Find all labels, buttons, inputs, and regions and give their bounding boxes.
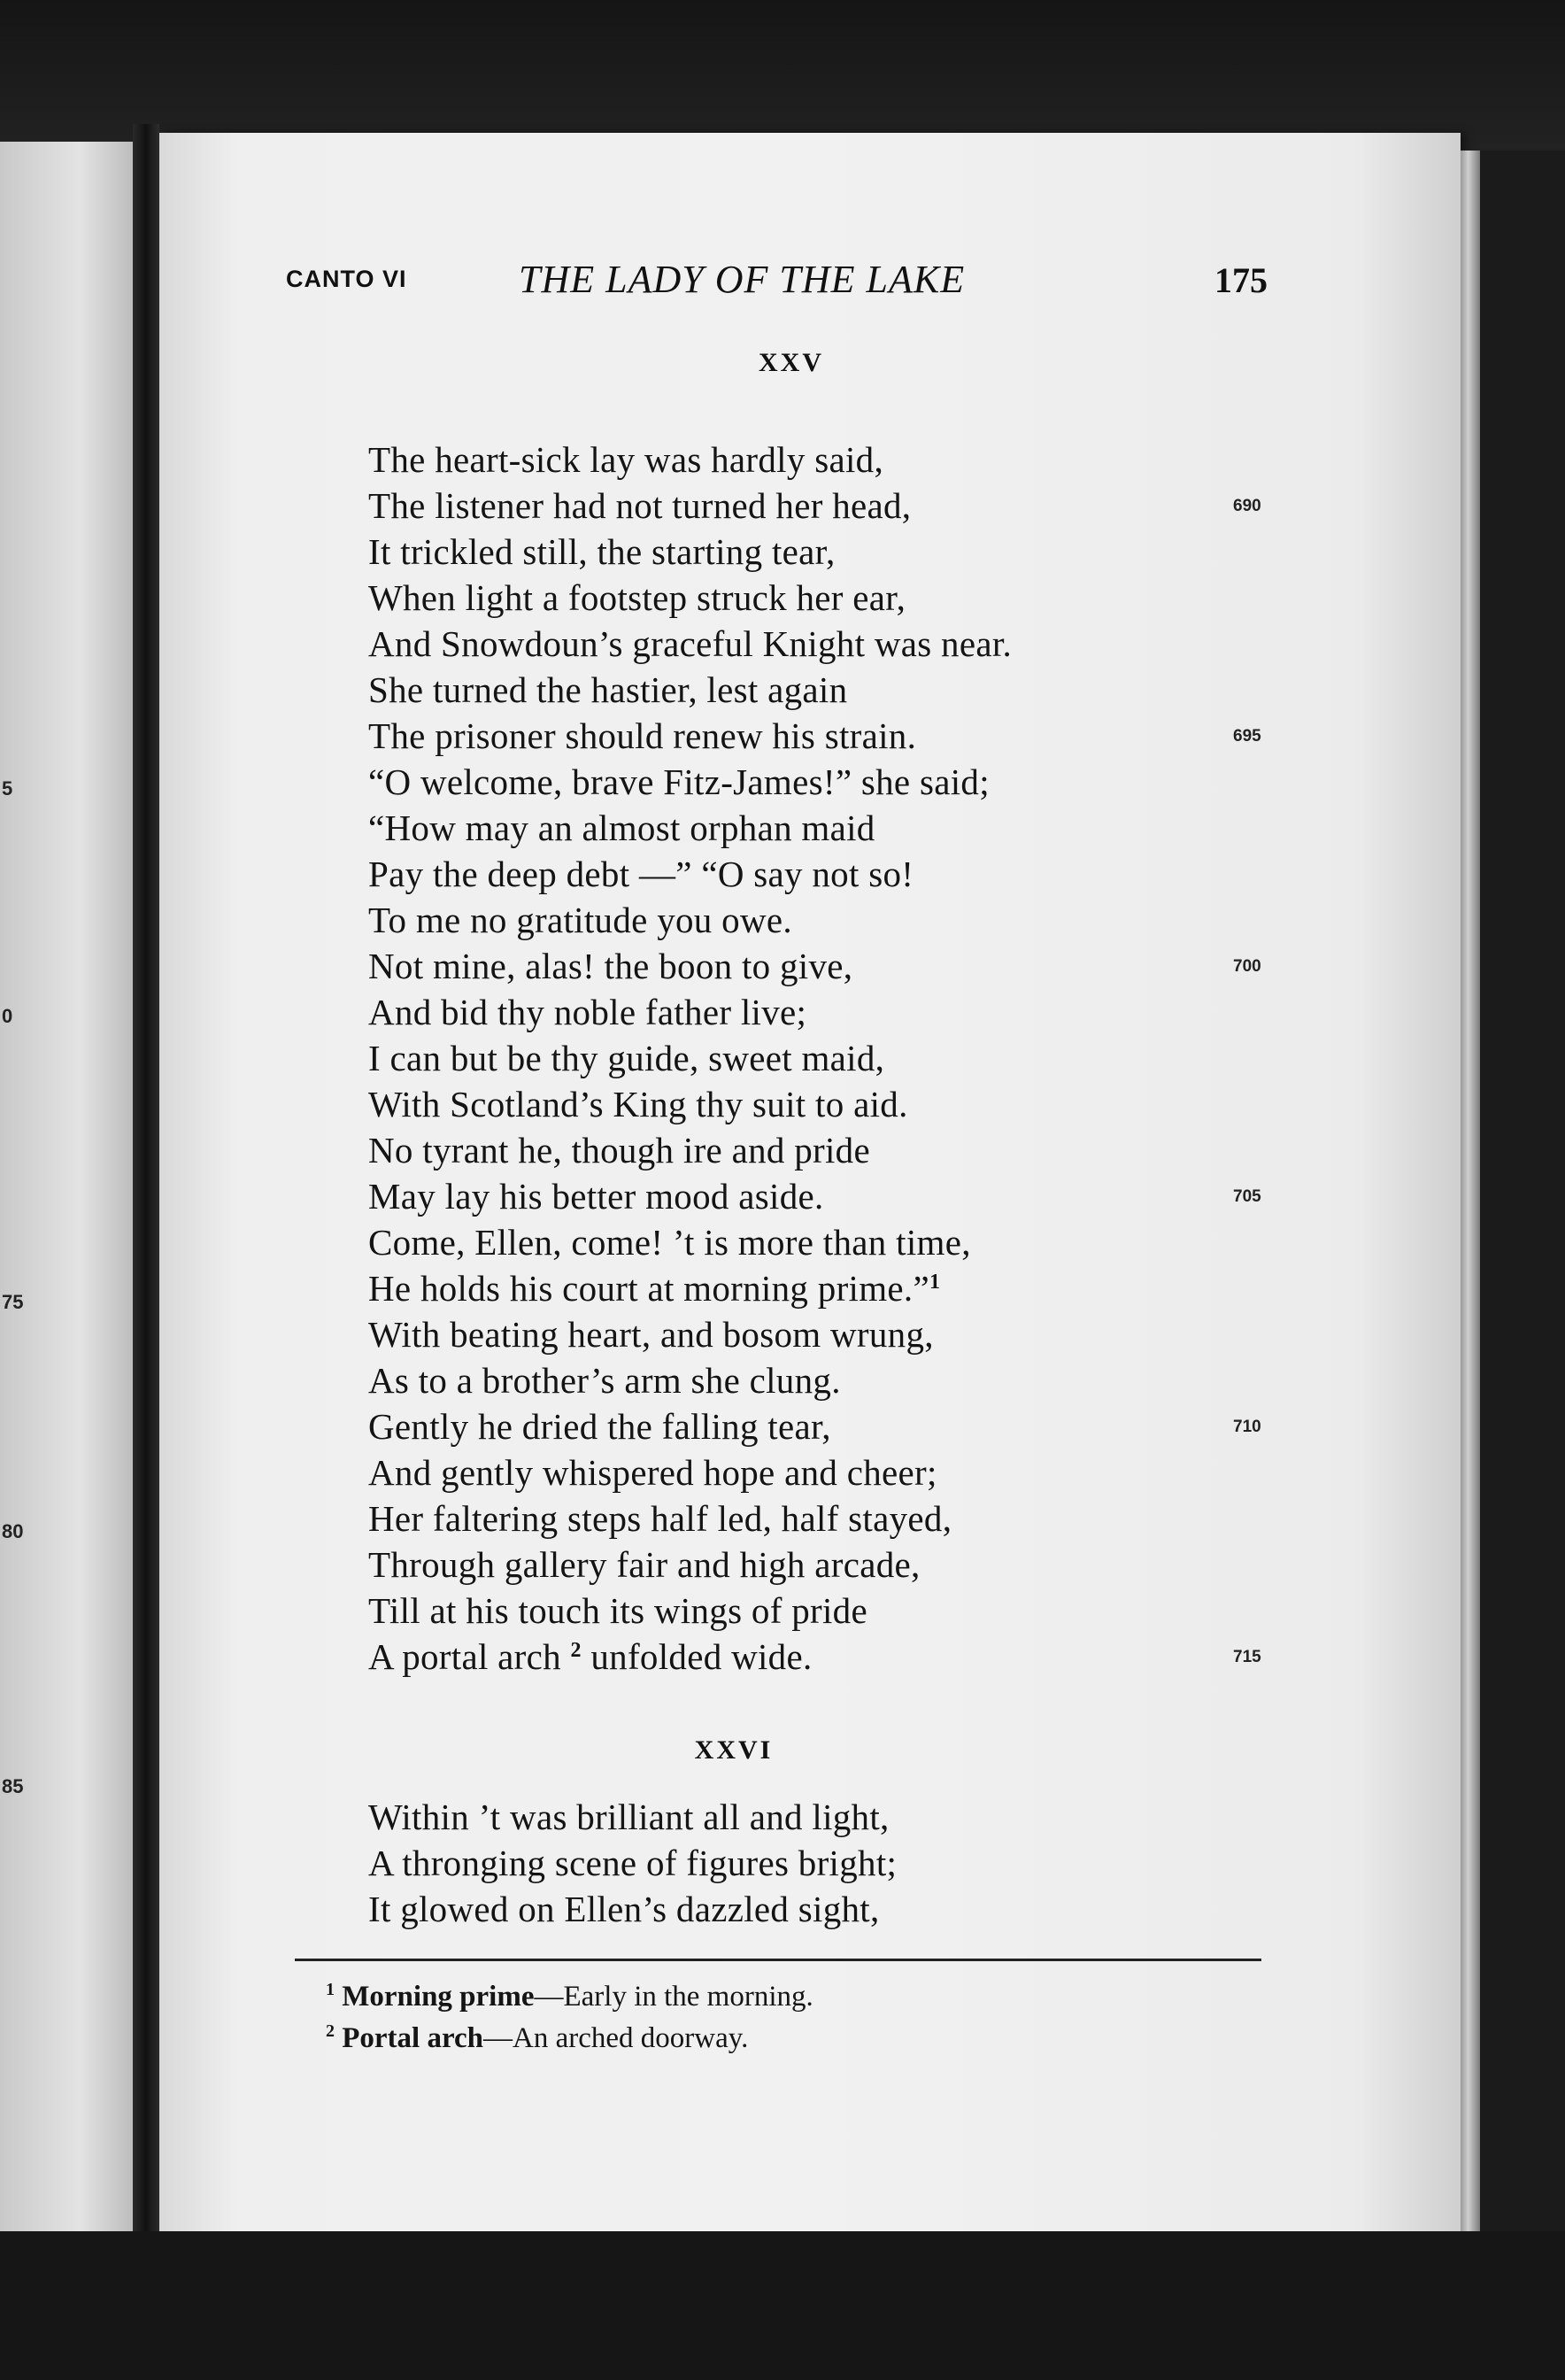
- background-bottom: [0, 2231, 1565, 2380]
- footnote-rule: [295, 1959, 1261, 1961]
- page-edge: [1461, 151, 1480, 2240]
- margin-mark: 75: [2, 1291, 24, 1313]
- verse-line: Till at his touch its wings of pride: [368, 1590, 867, 1631]
- section-number: XXVI: [694, 1735, 774, 1765]
- verse-line: The heart-sick lay was hardly said,: [368, 439, 884, 480]
- verse-text: unfolded wide.: [590, 1636, 813, 1677]
- footnote: [326, 1981, 813, 2013]
- verse-line: “O welcome, brave Fitz-James!” she said;: [368, 761, 990, 802]
- verse-line: A thronging scene of figures bright;: [368, 1843, 898, 1883]
- footnote: [326, 2022, 748, 2055]
- verse-line: Gently he dried the falling tear,: [368, 1406, 831, 1447]
- margin-mark: 0: [2, 1005, 13, 1027]
- page-number: 175: [1214, 260, 1268, 300]
- line-number: 700: [1233, 957, 1261, 976]
- margin-mark: 85: [2, 1775, 24, 1797]
- verse-line: Come, Ellen, come! ’t is more than time,: [368, 1222, 971, 1263]
- running-title: THE LADY OF THE LAKE: [519, 258, 966, 301]
- verse-line: Within ’t was brilliant all and light,: [368, 1797, 890, 1837]
- line-number: 715: [1233, 1648, 1261, 1666]
- verse-line: It glowed on Ellen’s dazzled sight,: [368, 1889, 880, 1929]
- footnote-marker: 2: [326, 2021, 335, 2041]
- verse-line: To me no gratitude you owe.: [368, 900, 792, 940]
- line-number: 710: [1233, 1418, 1261, 1436]
- section-number: XXV: [759, 348, 824, 377]
- verse-line: As to a brother’s arm she clung.: [368, 1360, 841, 1401]
- verse-line: And bid thy noble father live;: [368, 992, 807, 1032]
- verse-line: No tyrant he, though ire and pride: [368, 1130, 870, 1171]
- canto-label: CANTO VI: [286, 266, 407, 292]
- verse-line: It trickled still, the starting tear,: [368, 531, 836, 572]
- verse-line: [368, 1635, 813, 1678]
- verse-line: With beating heart, and bosom wrung,: [368, 1314, 934, 1355]
- verse-line: The listener had not turned her head,: [368, 485, 912, 526]
- facing-page-edge: [0, 142, 133, 2231]
- line-number: 705: [1233, 1187, 1261, 1206]
- book-spine: [133, 124, 159, 2231]
- footnote-marker: 1: [326, 1980, 335, 1999]
- margin-mark: 80: [2, 1520, 24, 1542]
- footnote-term: Portal arch: [342, 2022, 484, 2054]
- verse-line: Pay the deep debt —” “O say not so!: [368, 854, 914, 894]
- verse-line: She turned the hastier, lest again: [368, 669, 848, 710]
- margin-mark: 5: [2, 777, 13, 800]
- line-number: 690: [1233, 497, 1261, 515]
- verse-line: Her faltering steps half led, half stayed,: [368, 1498, 952, 1539]
- verse-line: Through gallery fair and high arcade,: [368, 1544, 921, 1585]
- verse-line: “How may an almost orphan maid: [368, 808, 875, 848]
- footnote-term: Morning prime: [342, 1981, 535, 2013]
- footnote-ref: 1: [929, 1271, 941, 1294]
- verse-line: May lay his better mood aside.: [368, 1176, 824, 1217]
- verse-line: When light a footstep struck her ear,: [368, 577, 906, 618]
- verse-line: [368, 1267, 940, 1310]
- verse-line: Not mine, alas! the boon to give,: [368, 946, 853, 986]
- verse-line: The prisoner should renew his strain.: [368, 715, 917, 756]
- verse-text: He holds his court at morning prime.”: [368, 1268, 929, 1309]
- verse-line: And gently whispered hope and cheer;: [368, 1452, 937, 1493]
- footnote-text: —Early in the morning.: [534, 1981, 813, 2013]
- footnote-text: —An arched doorway.: [483, 2022, 749, 2054]
- verse-line: And Snowdoun’s graceful Knight was near.: [368, 623, 1013, 664]
- verse-line: With Scotland’s King thy suit to aid.: [368, 1084, 908, 1124]
- background-top: [0, 0, 1565, 151]
- verse-text: A portal arch: [368, 1636, 561, 1677]
- footnote-ref: 2: [570, 1639, 582, 1662]
- verse-line: I can but be thy guide, sweet maid,: [368, 1038, 885, 1078]
- line-number: 695: [1233, 727, 1261, 746]
